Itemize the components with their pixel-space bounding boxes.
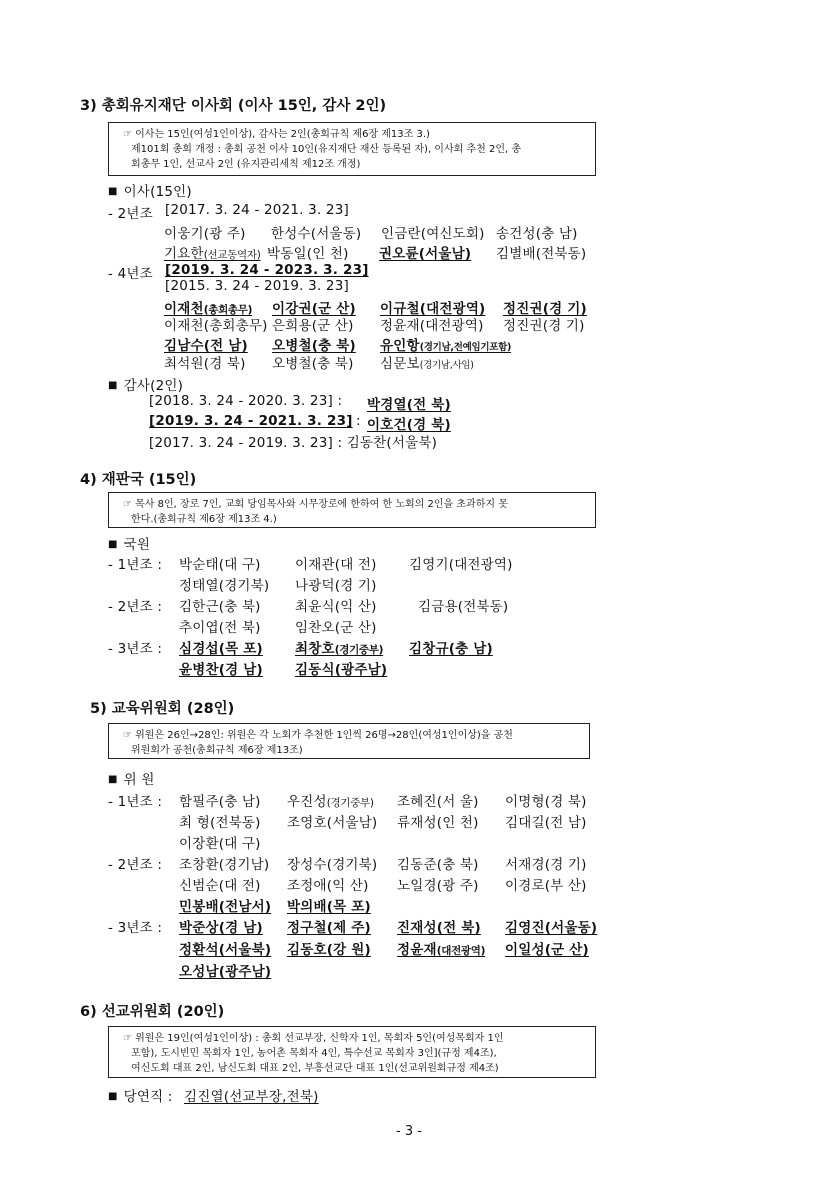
member-name: 나광덕(경 기) — [295, 578, 377, 594]
member-name: 이재관(대 전) — [295, 557, 377, 573]
member-name — [164, 242, 261, 262]
auditor-term: [2017. 3. 24 - 2019. 3. 23] : 김동찬(서울북) — [149, 435, 438, 451]
member-name — [287, 790, 374, 810]
note-line: ☞ 목사 8인, 장로 7인, 교회 당임목사와 시무장로에 한하여 한 노회의 2인을 초과하지 못 — [123, 499, 508, 510]
term-label: - 2년조 : — [108, 857, 163, 873]
name-note: (경기남,사임) — [419, 360, 474, 371]
name-note: (경기중부) — [334, 644, 384, 656]
member-name: 한성수(서울동) — [271, 226, 362, 242]
member-name: 이재천(총회총무) — [164, 318, 268, 334]
member-name: 임찬오(군 산) — [295, 620, 377, 636]
member-name: 정진권(경 기) — [503, 301, 587, 317]
term-label: - 3년조 : — [108, 920, 163, 936]
members-bullet — [108, 768, 155, 788]
member-name: 박경열(전 북) — [367, 397, 451, 413]
section-5-heading: 5) 교육위원회 (28인) — [90, 701, 235, 717]
note-line: 제101회 총회 개정 : 총회 공천 이사 10인(유지재단 재산 등록된 자), 이사회 추천 2인, 총 — [131, 144, 522, 155]
name-text: 최창호 — [295, 641, 335, 657]
section-6-heading: 6) 선교위원회 (20인) — [80, 1004, 225, 1020]
term-label: - 3년조 : — [108, 641, 163, 657]
section-5-note — [108, 723, 590, 759]
member-name: 김동호(강 원) — [287, 942, 371, 958]
member-name: 심경섭(목 포) — [179, 641, 263, 657]
separator: : — [356, 413, 361, 429]
auditor-term: [2018. 3. 24 - 2020. 3. 23] : — [149, 393, 343, 409]
note-line: 위원회가 공천(총회규칙 제6장 제13조) — [131, 745, 303, 756]
auditor-term: [2019. 3. 24 - 2021. 3. 23] — [149, 413, 353, 429]
square-bullet-icon: ■ — [108, 380, 118, 391]
member-name: 장성수(경기북) — [287, 857, 378, 873]
member-name: 류재성(인 천) — [397, 815, 479, 831]
member-name: 윤병찬(경 남) — [179, 662, 263, 678]
member-name: 오병철(충 북) — [272, 338, 356, 354]
term-label: - 2년조 : — [108, 599, 163, 615]
bullet-label: 감사(2인) — [123, 378, 184, 394]
member-name: 서재경(경 기) — [505, 857, 587, 873]
name-note: (경기남,전예임기포함) — [419, 342, 512, 353]
member-name: 은희용(군 산) — [272, 318, 354, 334]
member-name: 송건성(충 남) — [496, 226, 578, 242]
member-name: 조혜진(서 울) — [397, 794, 479, 810]
name-note: (총회총무) — [203, 304, 253, 316]
member-name — [380, 334, 511, 354]
name-note: (경기중부) — [326, 797, 374, 809]
member-name: 이강권(군 산) — [272, 301, 356, 317]
name-text: 심문보 — [380, 356, 420, 372]
members-bullet — [108, 533, 150, 553]
bullet-label: 이사(15인) — [123, 184, 192, 200]
bullet-label: 국원 — [123, 537, 151, 553]
member-name: 이장환(대 구) — [179, 836, 261, 852]
note-line: 한다.(총회규칙 제6장 제13조 4.) — [131, 514, 277, 525]
note-line: 포함), 도시빈민 목회자 1인, 농어촌 목회자 4인, 특수선교 목회자 3인](규정 제4조), — [131, 1048, 497, 1059]
note-line: ☞ 위원은 26인→28인: 위원은 각 노회가 추천한 1인씩 26명→28인(여성1인이상)을 공천 — [123, 730, 513, 741]
square-bullet-icon: ■ — [108, 186, 118, 197]
member-name: 김한근(충 북) — [179, 599, 261, 615]
member-name — [380, 352, 474, 372]
member-name: 이일성(군 산) — [505, 942, 589, 958]
term-label: - 1년조 : — [108, 794, 163, 810]
member-name: 김동식(광주남) — [295, 662, 388, 678]
member-name: 김별배(전북동) — [496, 246, 587, 262]
square-bullet-icon: ■ — [108, 539, 118, 550]
name-note: (대전광역) — [436, 945, 486, 957]
member-name: 민봉배(전남서) — [179, 899, 272, 915]
name-text: 유인항 — [380, 338, 420, 354]
member-name: 정윤재(대전광역) — [380, 318, 484, 334]
member-name: 진재성(전 북) — [397, 920, 481, 936]
member-name — [397, 938, 485, 958]
group-4yr-term-old: [2015. 3. 24 - 2019. 3. 23] — [165, 278, 349, 294]
directors-bullet — [108, 180, 192, 200]
member-name: 김진열(선교부장,전북) — [184, 1089, 319, 1105]
member-name: 정진권(경 기) — [503, 318, 585, 334]
note-line: ☞ 이사는 15인(여성1인이상), 감사는 2인(총회규칙 제6장 제13조 3.) — [123, 129, 430, 140]
section-3-heading: 3) 총회유지재단 이사회 (이사 15인, 감사 2인) — [80, 98, 387, 114]
square-bullet-icon: ■ — [108, 774, 118, 785]
member-name: 조정애(익 산) — [287, 878, 369, 894]
member-name: 이웅기(광 주) — [164, 226, 246, 242]
member-name: 이규철(대전광역) — [380, 301, 486, 317]
page-number: - 3 - — [396, 1124, 422, 1139]
bullet-label: 위 원 — [123, 772, 155, 788]
member-name: 박의배(목 포) — [287, 899, 371, 915]
member-name: 이경로(부 산) — [505, 878, 587, 894]
section-4-heading: 4) 재판국 (15인) — [80, 472, 197, 488]
ex-officio-row — [108, 1085, 173, 1105]
member-name: 함필주(충 남) — [179, 794, 261, 810]
member-name: 김창규(충 남) — [409, 641, 493, 657]
member-name: 최윤식(익 산) — [295, 599, 377, 615]
group-4yr-label: - 4년조 — [108, 266, 153, 282]
member-name: 김남수(전 남) — [164, 338, 248, 354]
bullet-label: 당연직 : — [123, 1089, 173, 1105]
member-name: 권오륜(서울남) — [379, 246, 472, 262]
member-name: 김동준(충 북) — [397, 857, 479, 873]
member-name: 정태열(경기북) — [179, 578, 270, 594]
term-label: - 1년조 : — [108, 557, 163, 573]
group-4yr-term-new: [2019. 3. 24 - 2023. 3. 23] — [165, 262, 369, 278]
group-2yr-term: [2017. 3. 24 - 2021. 3. 23] — [165, 202, 349, 218]
member-name: 김금용(전북동) — [418, 599, 509, 615]
member-name: 박준상(경 남) — [179, 920, 263, 936]
member-name: 최석원(경 북) — [164, 356, 246, 372]
member-name: 박동일(인 천) — [267, 246, 349, 262]
member-name: 오성남(광주남) — [179, 964, 272, 980]
auditors-bullet — [108, 374, 183, 394]
name-text: 이재천 — [164, 301, 204, 317]
member-name: 신범순(대 전) — [179, 878, 261, 894]
section-3-note — [108, 122, 596, 176]
name-note: (선교동역자) — [203, 249, 261, 261]
member-name: 박순태(대 구) — [179, 557, 261, 573]
member-name: 김영기(대전광역) — [409, 557, 513, 573]
group-2yr-label: - 2년조 — [108, 206, 153, 222]
note-line: 여신도회 대표 2인, 남신도회 대표 2인, 부흥선교단 대표 1인(선교위원회규정 제4조) — [131, 1063, 499, 1074]
square-bullet-icon: ■ — [108, 1091, 118, 1102]
member-name: 김영진(서울동) — [505, 920, 598, 936]
name-text: 기요한 — [164, 246, 204, 262]
member-name: 조창환(경기남) — [179, 857, 270, 873]
note-line: 회총무 1인, 선교사 2인 (유지관리세칙 제12조 개정) — [131, 159, 361, 170]
member-name: 정환석(서울북) — [179, 942, 272, 958]
name-text: 정윤재 — [397, 942, 437, 958]
member-name: 조영호(서울남) — [287, 815, 378, 831]
member-name — [295, 637, 383, 657]
member-name: 노일경(광 주) — [397, 878, 479, 894]
member-name: 추이엽(전 북) — [179, 620, 261, 636]
note-line: ☞ 위원은 19인(여성1인이상) : 총회 선교부장, 신학자 1인, 목회자 5인(여성목회자 1인 — [123, 1033, 504, 1044]
member-name: 인금란(여신도회) — [381, 226, 485, 242]
name-text: 우진성 — [287, 794, 327, 810]
section-4-note — [108, 492, 596, 528]
member-name: 이명형(경 북) — [505, 794, 587, 810]
member-name: 최 형(전북동) — [179, 815, 261, 831]
member-name: 오병철(충 북) — [272, 356, 354, 372]
member-name: 이호건(경 북) — [367, 417, 451, 433]
section-6-note — [108, 1026, 596, 1078]
member-name: 정구철(제 주) — [287, 920, 371, 936]
member-name: 김대길(전 남) — [505, 815, 587, 831]
